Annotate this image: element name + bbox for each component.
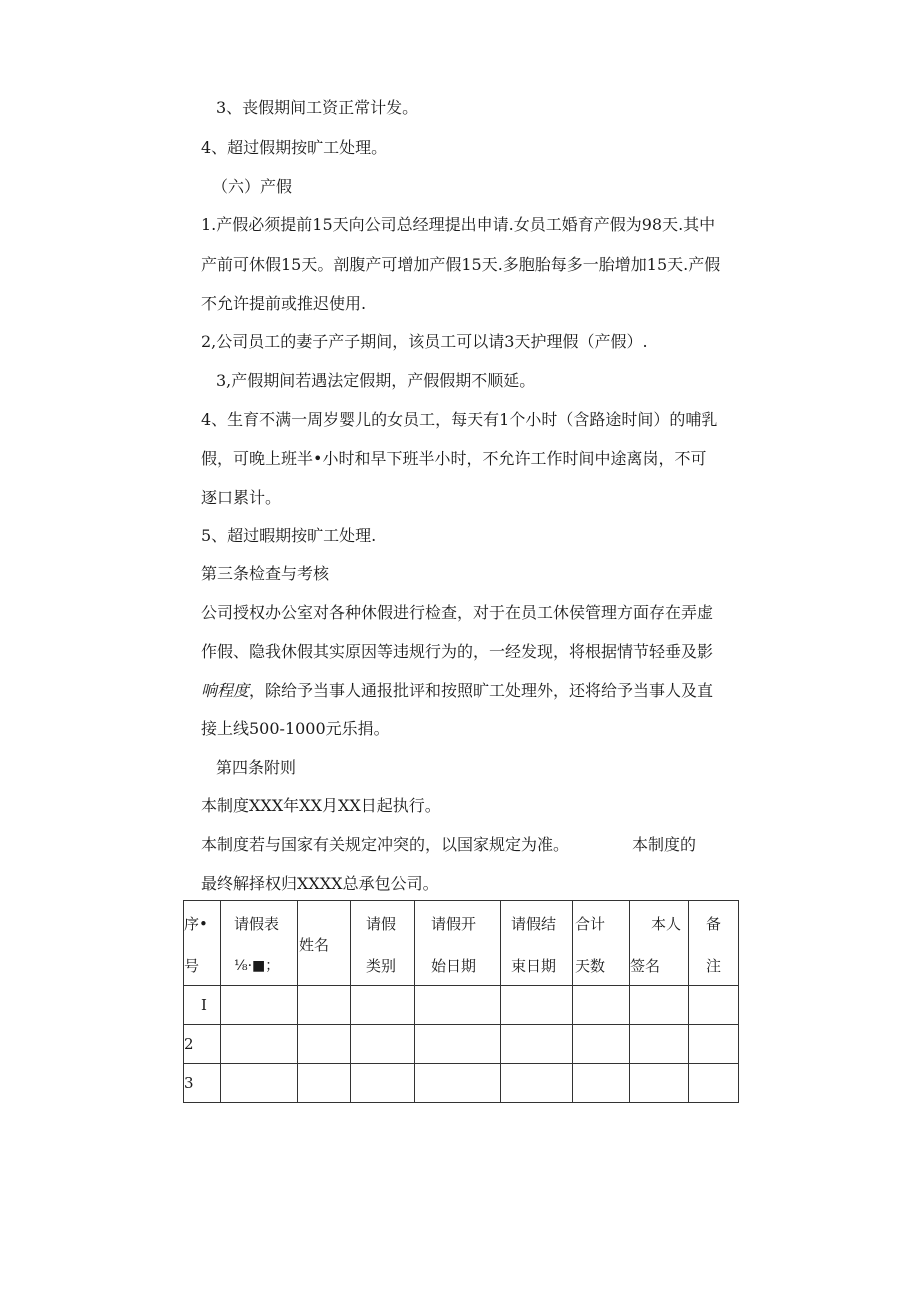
table-cell xyxy=(573,986,630,1025)
table-cell xyxy=(689,986,739,1025)
table-cell xyxy=(415,1064,501,1103)
header-name: 姓名 xyxy=(298,901,351,986)
table-row xyxy=(184,986,739,1025)
header-remarks: 备 注 xyxy=(689,901,739,986)
leave-request-table xyxy=(183,900,739,1103)
para-bereavement-overtime: 4、超过假期按旷工处理。 xyxy=(201,138,388,157)
table-cell xyxy=(298,986,351,1025)
table-cell xyxy=(501,1064,573,1103)
para-maternity-1b: 产前可休假15天。剖腹产可增加产假15天.多胞胎每多一胎增加15天.产假 xyxy=(201,255,721,274)
para-inspection-c-rest: ，除给予当事人通报批评和按照旷工处理外，还将给予当事人及直 xyxy=(249,681,714,700)
para-maternity-2: 2,公司员工的妻子产子期间，该员工可以请3天护理假（产假）. xyxy=(201,332,648,351)
table-header-row xyxy=(184,901,739,986)
table-cell xyxy=(689,1064,739,1103)
header-leave-type: 请假 类别 xyxy=(351,901,415,986)
para-inspection-a: 公司授权办公室对各种休假进行检查，对于在员工休侯管理方面存在弄虚 xyxy=(201,603,714,622)
para-inspection-c-italic: 响程度 xyxy=(201,681,250,700)
row-seq-cell: 2 xyxy=(184,1025,221,1064)
table-cell xyxy=(351,986,415,1025)
row-seq-cell: I xyxy=(184,986,221,1025)
table-cell xyxy=(221,1025,298,1064)
table-cell xyxy=(573,1025,630,1064)
table-row xyxy=(184,1064,739,1103)
para-conflict-b: 本制度的 xyxy=(632,835,697,854)
header-seq: 序• 号 xyxy=(184,901,221,986)
para-inspection-b: 作假、隐我休假其实原因等违规行为的，一经发现，将根据情节轻垂及影 xyxy=(201,642,714,661)
table-cell xyxy=(689,1025,739,1064)
table-row xyxy=(184,1025,739,1064)
para-conflict-a: 本制度若与国家有关规定冲突的，以国家规定为准。 xyxy=(201,835,570,854)
para-maternity-4a: 4、生育不满一周岁婴儿的女员工，每天有1个小时（含路途时间）的哺乳 xyxy=(201,410,718,429)
header-total-days: 合计 天数 xyxy=(573,901,630,986)
para-maternity-5: 5、超过暇期按旷工处理. xyxy=(201,526,377,545)
table-cell xyxy=(221,1064,298,1103)
table-cell xyxy=(298,1064,351,1103)
row-seq-cell: 3 xyxy=(184,1064,221,1103)
table-cell xyxy=(298,1025,351,1064)
table-cell xyxy=(415,986,501,1025)
header-start-date: 请假开 始日期 xyxy=(415,901,501,986)
header-signature: 本人 签名 xyxy=(630,901,689,986)
para-interpretation: 最终解择权归XXXX总承包公司。 xyxy=(201,874,439,893)
para-maternity-1a: 1.产假必须提前15天向公司总经理提出申请.女员工婚育产假为98天.其中 xyxy=(201,215,716,234)
para-maternity-1c: 不允许提前或推迟使用. xyxy=(201,294,367,313)
para-bereavement-pay: 3、丧假期间工资正常计发。 xyxy=(216,98,419,117)
para-maternity-4b: 假，可晚上班半•小时和早下班半小时，不允许工作时间中途离岗，不可 xyxy=(201,449,707,468)
table-cell xyxy=(573,1064,630,1103)
table-cell xyxy=(221,986,298,1025)
table-cell xyxy=(501,986,573,1025)
section-heading-maternity: （六）产假 xyxy=(212,177,293,196)
para-maternity-4c: 逐口累计。 xyxy=(201,488,282,507)
para-maternity-3: 3,产假期间若遇法定假期，产假假期不顺延。 xyxy=(216,371,536,390)
table-cell xyxy=(630,986,689,1025)
table-cell xyxy=(630,1025,689,1064)
header-leave-form: 请假表 ⅛·■； xyxy=(221,901,298,986)
header-end-date: 请假结 束日期 xyxy=(501,901,573,986)
para-inspection-c xyxy=(201,680,713,702)
article-four-heading: 第四条附则 xyxy=(216,758,297,777)
table-cell xyxy=(415,1025,501,1064)
article-three-heading: 第三条检查与考核 xyxy=(201,564,330,583)
para-effective-date: 本制度XXX年XX月XX日起执行。 xyxy=(201,796,441,815)
table-cell xyxy=(351,1025,415,1064)
table-cell xyxy=(630,1064,689,1103)
table-cell xyxy=(351,1064,415,1103)
table-cell xyxy=(501,1025,573,1064)
para-inspection-d: 接上线500-1000元乐捐。 xyxy=(201,719,390,738)
